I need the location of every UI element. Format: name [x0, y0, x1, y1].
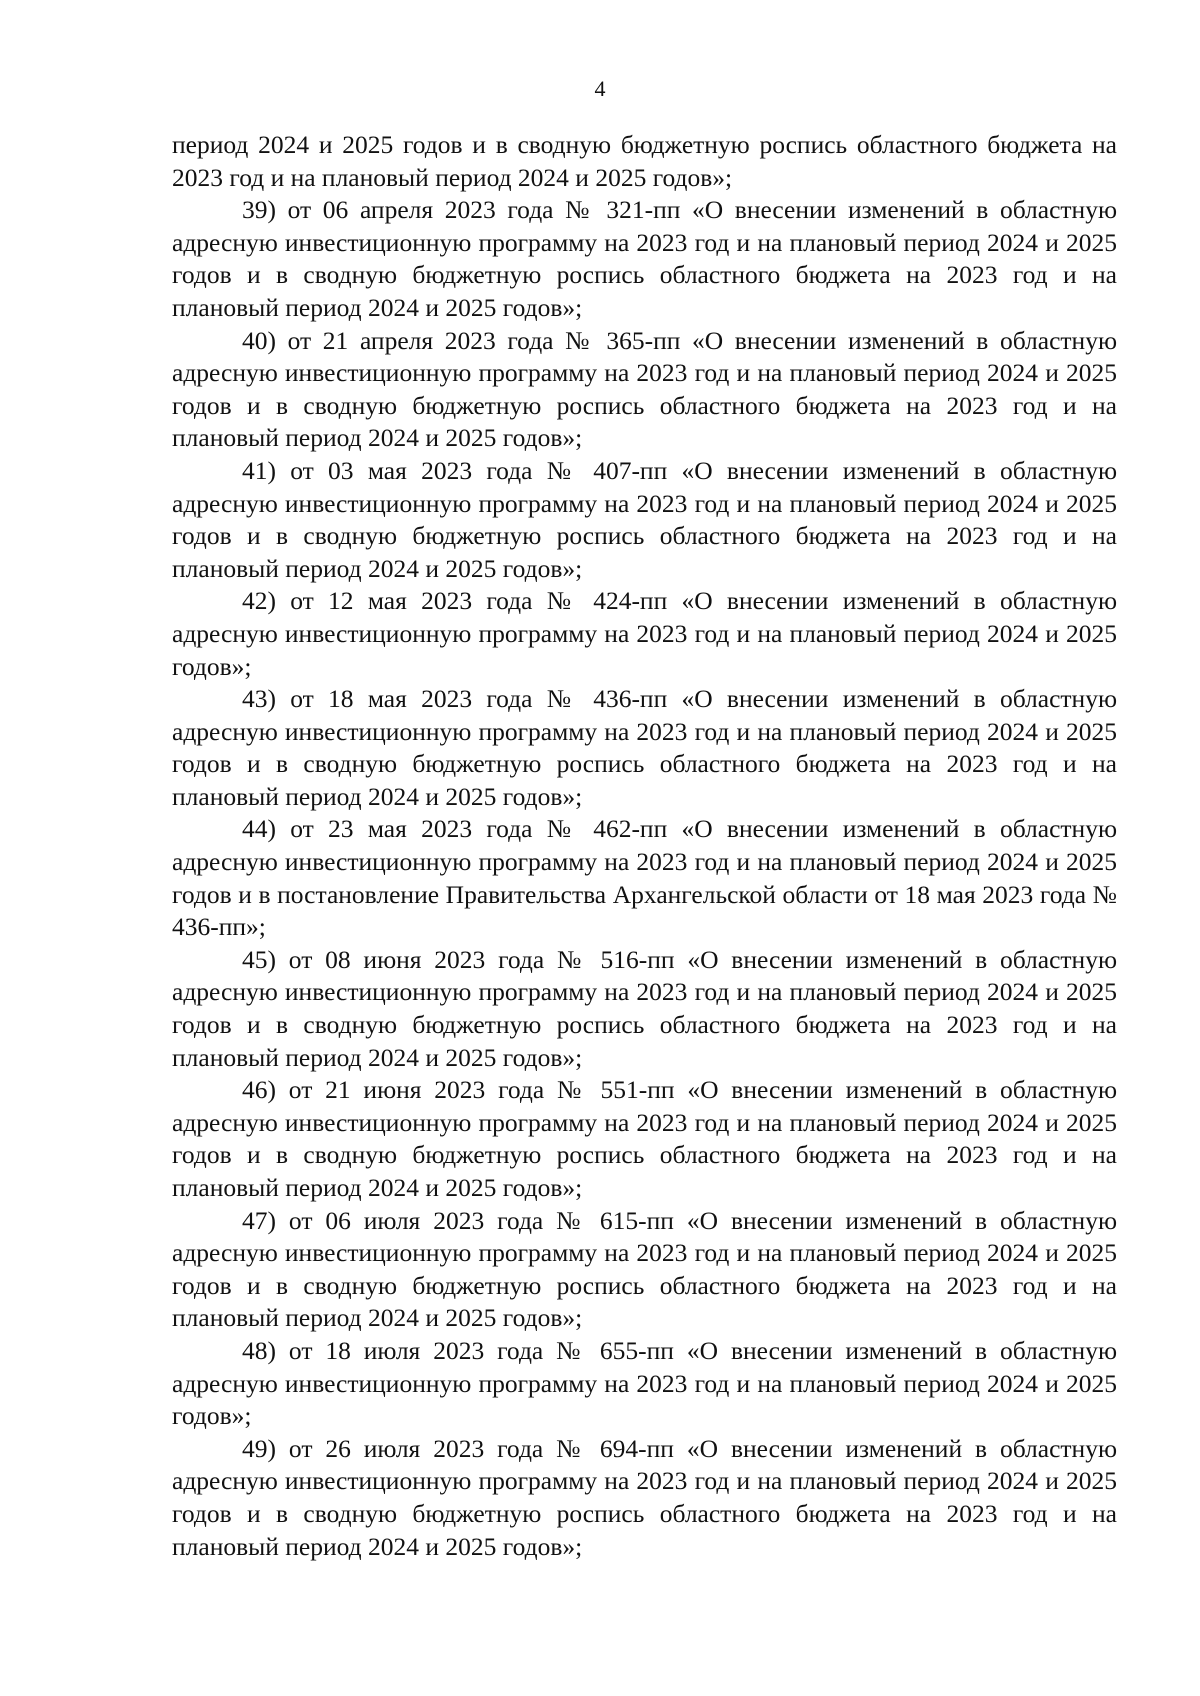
list-item-49: 49) от 26 июля 2023 года № 694-пп «О внесении изменений в областную адресную инвестиционную программу на 2023 год и на плановый период 2024 и 2025 годов и в сводную бюджетную роспись областного бюджета на 2023 год и на плановый период 2024 и 2025 годов»;	[172, 1433, 1117, 1561]
list-item-43: 43) от 18 мая 2023 года № 436-пп «О внесении изменений в областную адресную инвестиционную программу на 2023 год и на плановый период 2024 и 2025 годов и в сводную бюджетную роспись областного бюджета на 2023 год и на плановый период 2024 и 2025 годов»;	[172, 684, 1117, 811]
continuation-paragraph: период 2024 и 2025 годов и в сводную бюджетную роспись областного бюджета на 2023 год и на плановый период 2024 и 2025 годов»;	[172, 130, 1117, 192]
list-item-41: 41) от 03 мая 2023 года № 407-пп «О внесении изменений в областную адресную инвестиционную программу на 2023 год и на плановый период 2024 и 2025 годов и в сводную бюджетную роспись областного бюджета на 2023 год и на плановый период 2024 и 2025 годов»;	[172, 455, 1117, 583]
list-item-47: 47) от 06 июля 2023 года № 615-пп «О внесении изменений в областную адресную инвестиционную программу на 2023 год и на плановый период 2024 и 2025 годов и в сводную бюджетную роспись областного бюджета на 2023 год и на плановый период 2024 и 2025 годов»;	[172, 1205, 1117, 1333]
list-item-45: 45) от 08 июня 2023 года № 516-пп «О внесении изменений в областную адресную инвестиционную программу на 2023 год и на плановый период 2024 и 2025 годов и в сводную бюджетную роспись областного бюджета на 2023 год и на плановый период 2024 и 2025 годов»;	[172, 944, 1117, 1072]
list-item-39: 39) от 06 апреля 2023 года № 321-пп «О внесении изменений в областную адресную инвестиционную программу на 2023 год и на плановый период 2024 и 2025 годов и в сводную бюджетную роспись областного бюджета на 2023 год и на плановый период 2024 и 2025 годов»;	[172, 195, 1117, 322]
document-body	[172, 129, 1117, 1563]
list-item-44: 44) от 23 мая 2023 года № 462-пп «О внесении изменений в областную адресную инвестиционную программу на 2023 год и на плановый период 2024 и 2025 годов и в постановление Правительства Архангельской области от 18 мая 2023 года № 436-пп»;	[172, 814, 1117, 942]
page-number: 4	[594, 76, 606, 101]
list-item-42: 42) от 12 мая 2023 года № 424-пп «О внесении изменений в областную адресную инвестиционную программу на 2023 год и на плановый период 2024 и 2025 годов»;	[172, 586, 1117, 681]
list-item-46: 46) от 21 июня 2023 года № 551-пп «О внесении изменений в областную адресную инвестиционную программу на 2023 год и на плановый период 2024 и 2025 годов и в сводную бюджетную роспись областного бюджета на 2023 год и на плановый период 2024 и 2025 годов»;	[172, 1075, 1117, 1202]
list-item-40: 40) от 21 апреля 2023 года № 365-пп «О внесении изменений в областную адресную инвестиционную программу на 2023 год и на плановый период 2024 и 2025 годов и в сводную бюджетную роспись областного бюджета на 2023 год и на плановый период 2024 и 2025 годов»;	[172, 325, 1117, 453]
list-item-48: 48) от 18 июля 2023 года № 655-пп «О внесении изменений в областную адресную инвестиционную программу на 2023 год и на плановый период 2024 и 2025 годов»;	[172, 1335, 1117, 1431]
